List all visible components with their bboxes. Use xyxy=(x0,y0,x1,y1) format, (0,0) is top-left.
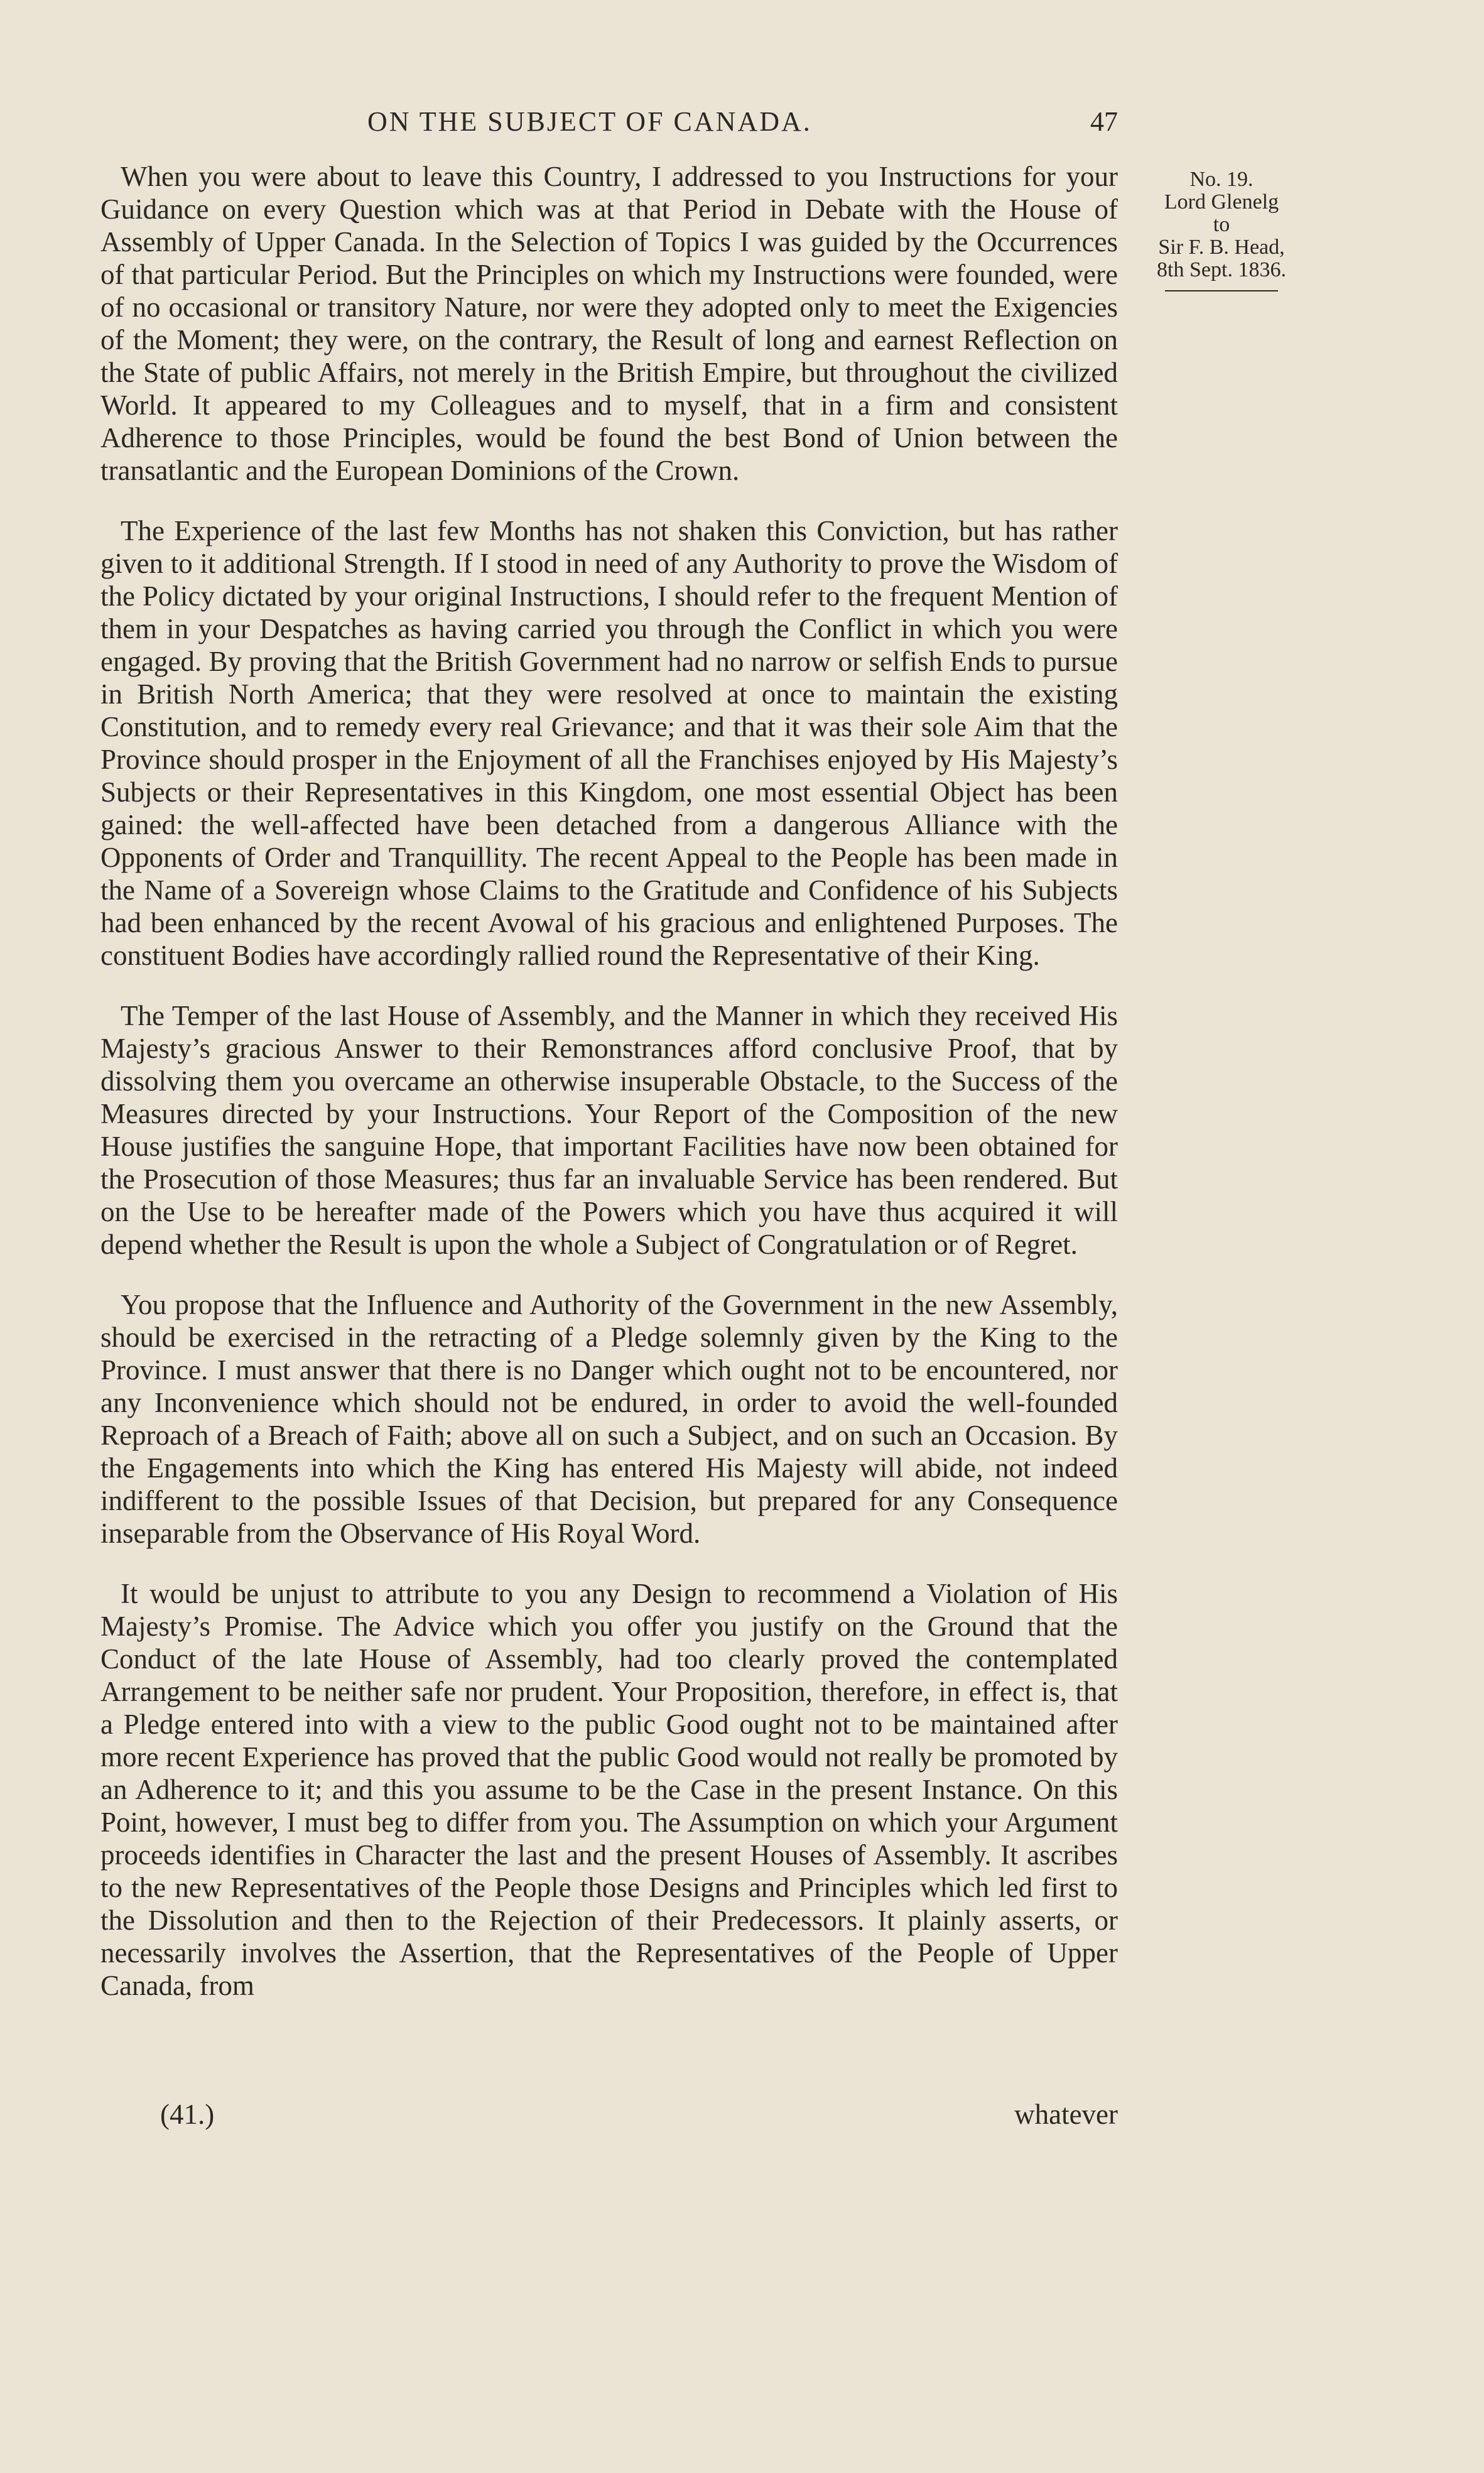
body-text xyxy=(100,160,1118,2030)
paragraph-4: You propose that the Influence and Authority of the Government in the new Assembly, should be exercised in the retracting of a Pledge solemnly given by the King to the Province. I must answer that there is no Danger which ought not to be encountered, nor any Inconvenience which should not be endured, in order to avoid the well-founded Reproach of a Breach of Faith; above all on such a Subject, and on such an Occasion. By the Engagements into which the King has entered His Majesty will abide, not indeed indifferent to the possible Issues of that Decision, but prepared for any Consequence inseparable from the Observance of His Royal Word. xyxy=(100,1289,1118,1549)
margin-note-date: 8th Sept. 1836. xyxy=(1157,258,1286,281)
signature-mark: (41.) xyxy=(160,2099,215,2130)
catchword: whatever xyxy=(1014,2099,1118,2130)
page-number: 47 xyxy=(1090,106,1118,137)
margin-note xyxy=(1130,168,1313,291)
paragraph-1: When you were about to leave this Country, I addressed to you Instructions for your Guidance on every Question which was at that Period in Debate with the House of Assembly of Upper Canada. In the Selection of Topics I was guided by the Occurrences of that particular Period. But the Principles on which my Instructions were founded, were of no occasional or transitory Nature, nor were they adopted only to meet the Exigencies of the Moment; they were, on the contrary, the Result of long and earnest Reflection on the State of public Affairs, not merely in the British Empire, but throughout the civilized World. It appeared to my Colleagues and to myself, that in a firm and consistent Adherence to those Principles, would be found the best Bond of Union between the transatlantic and the European Dominions of the Crown. xyxy=(100,161,1118,486)
running-title: ON THE SUBJECT OF CANADA. xyxy=(367,106,812,137)
margin-note-recipient: Sir F. B. Head, xyxy=(1158,236,1285,259)
margin-note-to: to xyxy=(1213,213,1230,236)
paragraph-2: The Experience of the last few Months has not shaken this Conviction, but has rather given to it additional Strength. If I stood in need of any Authority to prove the Wisdom of the Policy dictated by your original Instructions, I should refer to the frequent Mention of them in your Despatches as having carried you through the Conflict in which you were engaged. By proving that the British Government had no narrow or selfish Ends to pursue in British North America; that they were resolved at once to maintain the existing Constitution, and to remedy every real Grievance; and that it was their sole Aim that the Province should prosper in the Enjoyment of all the Franchises enjoyed by His Majesty’s Subjects or their Representatives in this Kingdom, one most essential Object has been gained: the well-affected have been detached from a dangerous Alliance with the Opponents of Order and Tranquillity. The recent Appeal to the People has been made in the Name of a Sovereign whose Claims to the Gratitude and Confidence of his Subjects had been enhanced by the recent Avowal of his gracious and enlightened Purposes. The constituent Bodies have accordingly rallied round the Representative of their King. xyxy=(100,515,1118,971)
margin-note-rule xyxy=(1165,290,1278,291)
margin-note-from: Lord Glenelg xyxy=(1164,190,1279,214)
running-header xyxy=(100,106,1118,149)
paragraph-5: It would be unjust to attribute to you any Design to recommend a Violation of His Majesty’s Promise. The Advice which you offer you justify on the Ground that the Conduct of the late House of Assembly, had too clearly proved the contemplated Arrangement to be neither safe nor prudent. Your Proposition, therefore, in effect is, that a Pledge entered into with a view to the public Good ought not to be maintained after more recent Experience has proved that the public Good would not really be promoted by an Adherence to it; and this you assume to be the Case in the present Instance. On this Point, however, I must beg to differ from you. The Assumption on which your Argument proceeds identifies in Character the last and the present Houses of Assembly. It ascribes to the new Representatives of the People those Designs and Principles which led first to the Dissolution and then to the Rejection of their Predecessors. It plainly asserts, or necessarily involves the Assertion, that the Representatives of the People of Upper Canada, from xyxy=(100,1578,1118,2001)
paragraph-3: The Temper of the last House of Assembly, and the Manner in which they received His Majesty’s gracious Answer to their Remonstrances afford conclusive Proof, that by dissolving them you overcame an otherwise insuperable Obstacle, to the Success of the Measures directed by your Instructions. Your Report of the Composition of the new House justifies the sanguine Hope, that important Facilities have now been obtained for the Prosecution of those Measures; thus far an invaluable Service has been rendered. But on the Use to be hereafter made of the Powers which you have thus acquired it will depend whether the Result is upon the whole a Subject of Congratulation or of Regret. xyxy=(100,1000,1118,1260)
page-footer xyxy=(100,2098,1118,2136)
margin-note-number: No. 19. xyxy=(1189,168,1254,191)
